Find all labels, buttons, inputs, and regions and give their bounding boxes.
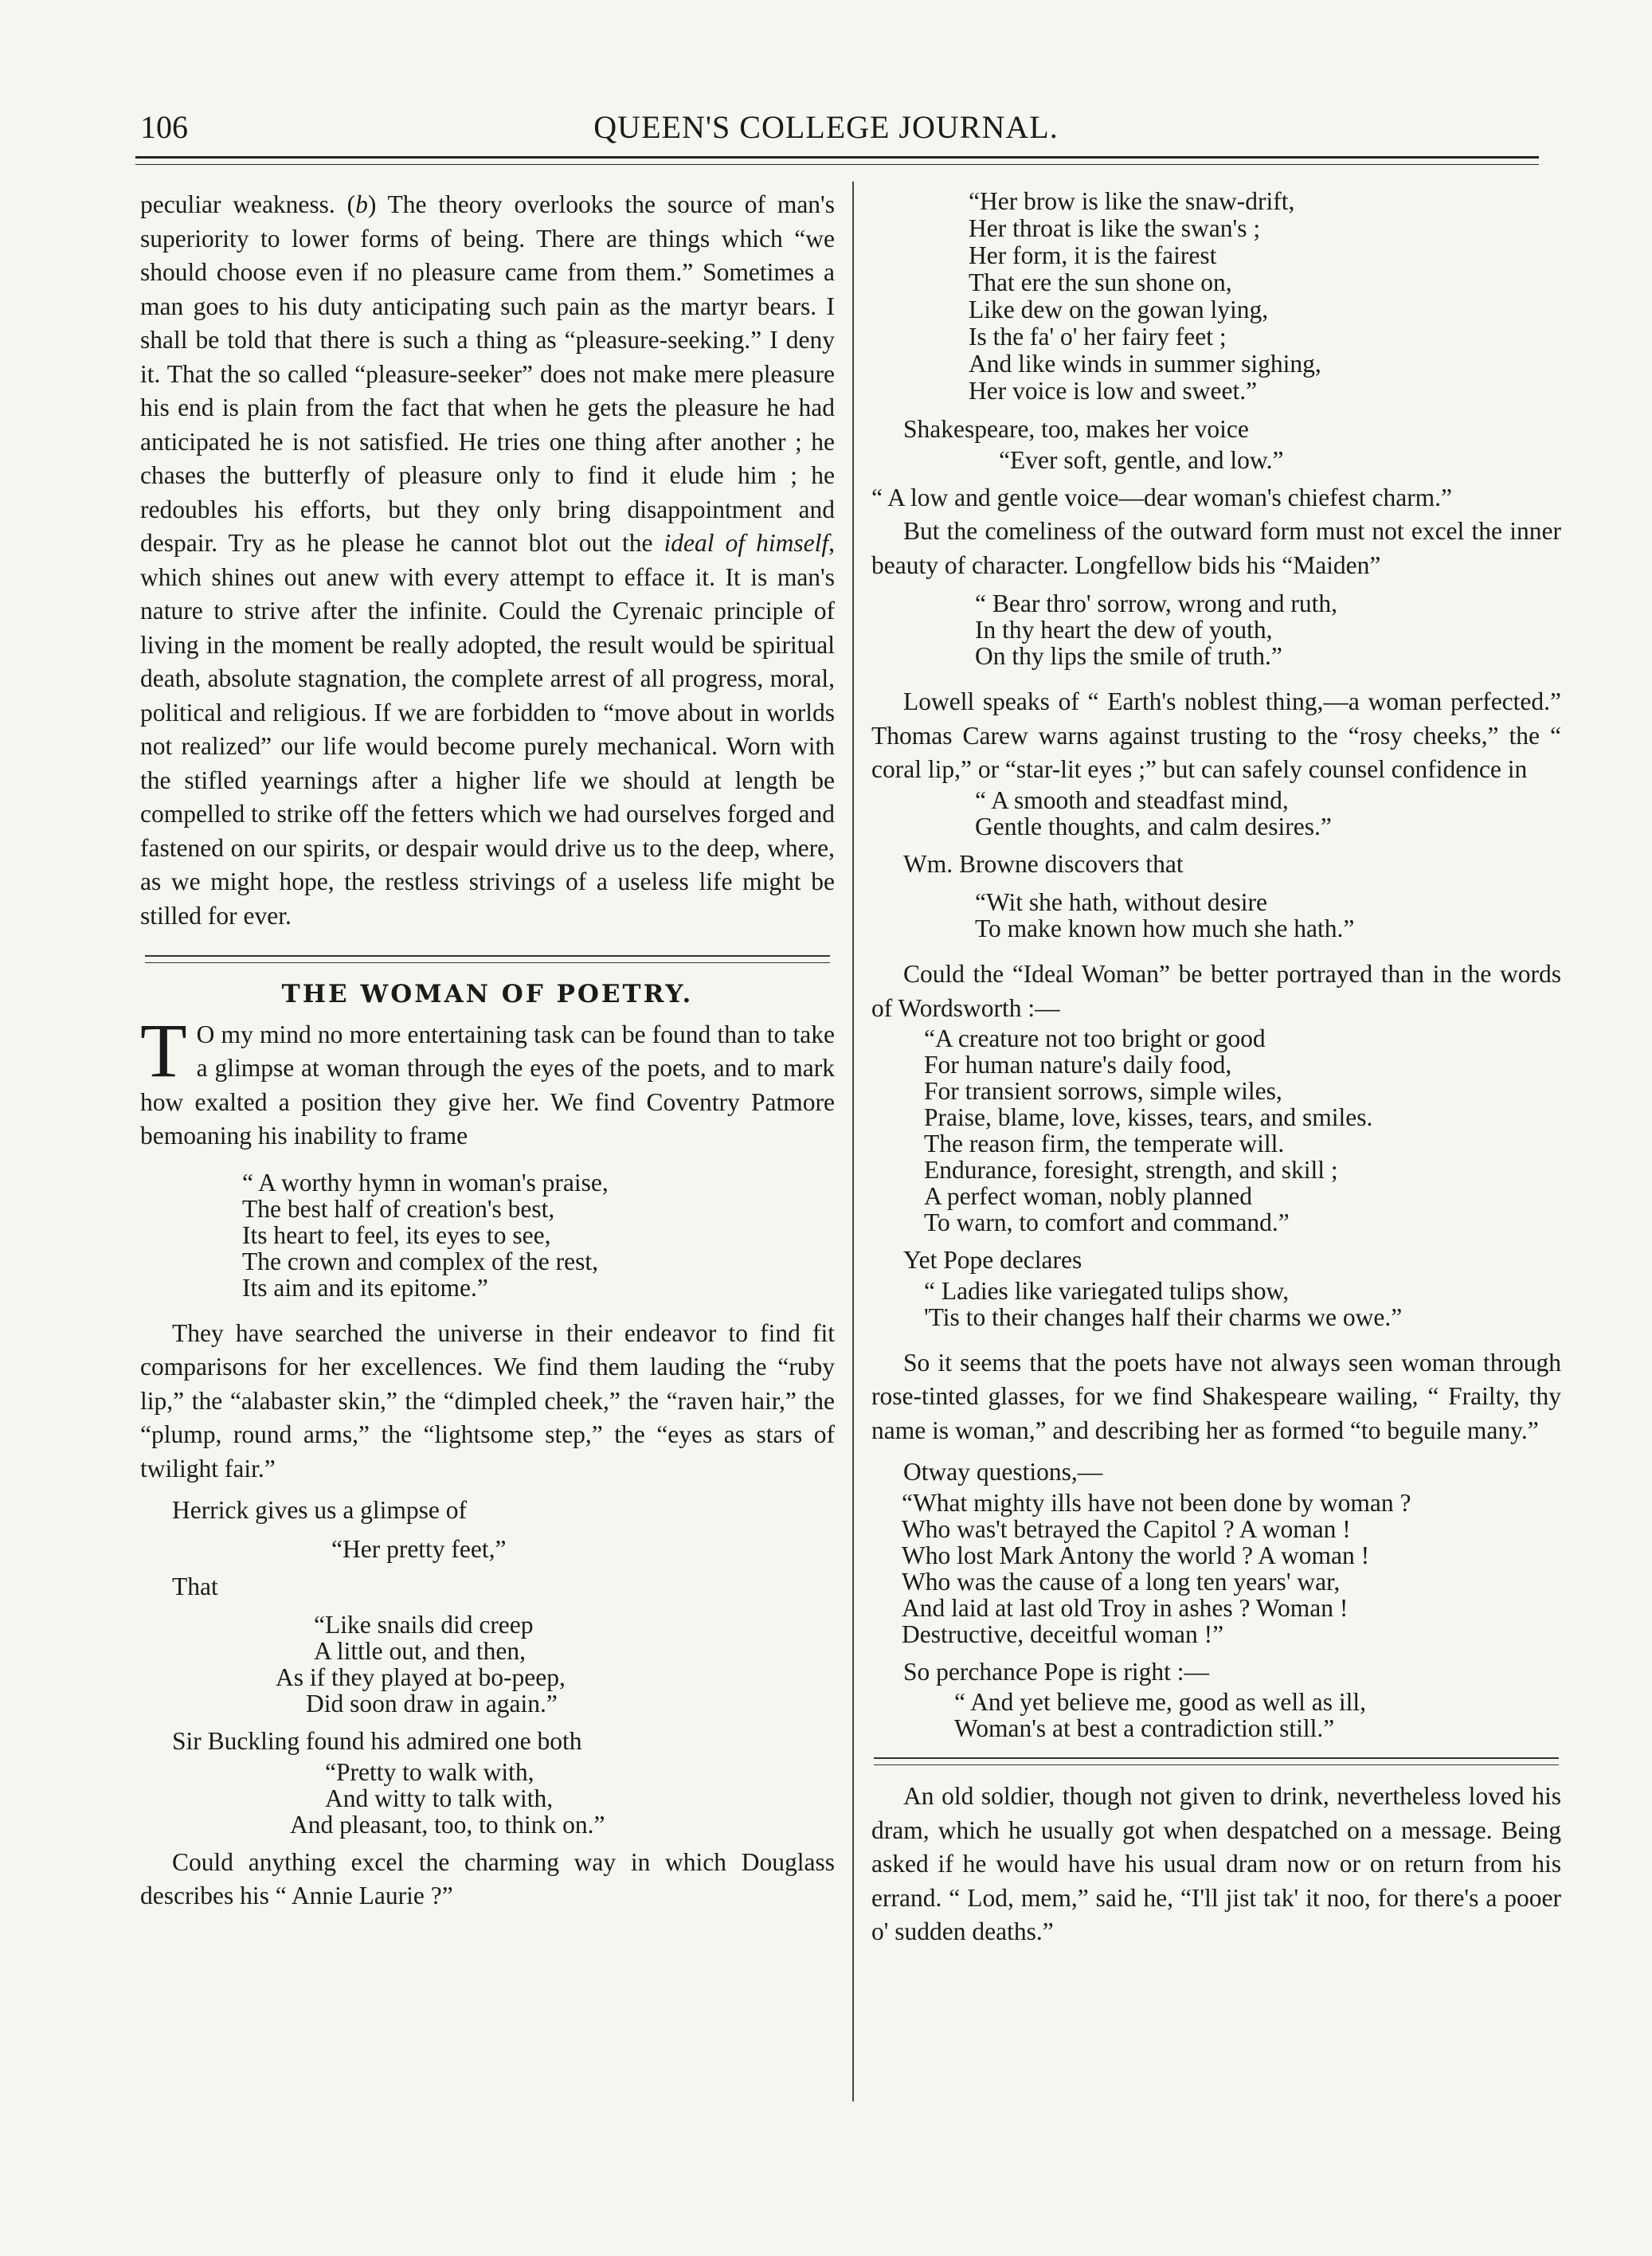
verse-buckling: “Pretty to walk with, And witty to talk with, And pleasant, too, to think on.” <box>290 1757 605 1839</box>
header-rule-thin <box>135 164 1539 165</box>
section-divider-right <box>874 1757 1559 1765</box>
that-line: That <box>172 1572 218 1600</box>
paragraph-rose-tinted: So it seems that the poets have not always seen woman through rose-tinted glasses, for we find Shakespeare wailing, “ Frailty, thy name is woman,” and describing her as formed “to beguile many.” <box>871 1348 1561 1444</box>
article-intro: T O my mind no more entertaining task can be found than to take a glimpse at woman through the eyes of the poets, and to mark how exalted a position they give her. We find Coventry Patmore bemoaning his inability to frame <box>140 1007 835 1150</box>
left-column <box>140 188 835 1913</box>
paragraph-could: Could anything excel the charming way in which Douglass describes his “ Annie Laurie ?” <box>140 1847 835 1909</box>
low-voice-line: “ A low and gentle voice—dear woman's chiefest charm.” <box>871 483 1453 511</box>
verse-wordsworth: “A creature not too bright or good For human nature's daily food, For transient sorrows, simple wiles, Praise, blame, love, kisses, tears, and smiles. The reason firm, the temperate will. Endurance, foresight, strength, and skill ; A perfect woman, nobly planned To warn, to comfort and command.” <box>924 1024 1373 1236</box>
verse-annie-laurie: “Her brow is like the snaw-drift, Her throat is like the swan's ; Her form, it is the fairest That ere the sun shone on, Like dew on the gowan lying, Is the fa' o' her fairy feet ; And like winds in summer sighing, Her voice is low and sweet.” <box>969 187 1321 405</box>
paragraph-continuation: peculiar weakness. (b) The theory overlooks the source of man's superiority to lower forms of being. There are things which “we should choose even if no pleasure came from them.” Sometimes a man goes to his duty anticipating such pain as the martyr bears. I shall be told that there is such a thing as “pleasure-seeking.” I deny it. That the so called “pleasure-seeker” does not make mere pleasure his end is plain from the fact that when he gets the pleasure he had anticipated he is not satisfied. He tries one thing after another ; he chases the butterfly of pleasure only to find it elude him ; he redoubles his efforts, but they only bring disappointment and despair. Try as he please he cannot blot out the ideal of himself, which shines out anew with every attempt to efface it. It is man's nature to strive after the infinite. Could the Cyrenaic principle of living in the moment be really adopted, the result would be spiritual death, absolute stagnation, the complete arrest of all progress, moral, political and religious. If we are forbidden to “move about in worlds not realized” our life would become purely mechanical. Worn with the stifled yearnings after a higher life we should at length be compelled to strike off the fetters which we had ourselves forged and fastened on our spirits, or despair would drive us to the deep, where, as we might hope, the restless strivings of a useless life might be stilled for ever. <box>140 190 836 930</box>
verse-browne: “Wit she hath, without desire To make known how much she hath.” <box>975 888 1355 942</box>
header-rule <box>135 156 1539 159</box>
right-column <box>871 188 1561 1949</box>
verse-carew: “ A smooth and steadfast mind, Gentle thoughts, and calm desires.” <box>975 785 1332 840</box>
running-head: QUEEN'S COLLEGE JOURNAL. <box>593 109 1059 145</box>
shakespeare-quote: “Ever soft, gentle, and low.” <box>999 445 1284 474</box>
verse-herrick: “Like snails did creep A little out, and then, As if they played at bo-peep, Did soon draw in again.” <box>276 1611 566 1717</box>
paragraph-lowell: Lowell speaks of “ Earth's noblest thing,—a woman perfected.” Thomas Carew warns against trusting to the “rosy cheeks,” the “ coral lip,” or “star-lit eyes ;” but can safely counsel confidence in <box>871 687 1561 783</box>
paragraph-search: They have searched the universe in their endeavor to find fit comparisons for her excellences. We find them lauding the “ruby lip,” the “alabaster skin,” the “dimpled cheek,” the “raven hair,” the “plump, round arms,” the “lightsome step,” the “eyes as stars of twilight fair.” <box>140 1318 835 1482</box>
verse-pope: “ Ladies like variegated tulips show, 'Tis to their changes half their charms we owe.” <box>924 1276 1403 1331</box>
verse-final: “ And yet believe me, good as well as ill, Woman's at best a contradiction still.” <box>954 1688 1366 1742</box>
verse-longfellow: “ Bear thro' sorrow, wrong and ruth, In thy heart the dew of youth, On thy lips the smile of truth.” <box>975 589 1338 670</box>
drop-cap: T <box>140 1007 187 1093</box>
verse-otway: “What mighty ills have not been done by woman ? Who was't betrayed the Capitol ? A woman ! Who lost Mark Antony the world ? A woman ! Who was the cause of a long ten years' war, And laid at last old Troy in ashes ? Woman ! Destructive, deceitful woman !” <box>902 1488 1411 1648</box>
shakespeare-intro: Shakespeare, too, makes her voice <box>903 415 1249 443</box>
paragraph-comeliness: But the comeliness of the outward form must not excel the inner beauty of character. Longfellow bids his “Maiden” <box>871 517 1561 579</box>
column-divider <box>852 182 854 2101</box>
paragraph-ideal: Could the “Ideal Woman” be better portrayed than in the words of Wordsworth :— <box>871 960 1561 1022</box>
otway-intro: Otway questions,— <box>903 1458 1103 1486</box>
buckling-intro: Sir Buckling found his admired one both <box>172 1727 582 1755</box>
herrick-intro: Herrick gives us a glimpse of <box>172 1496 468 1524</box>
herrick-quote: “Her pretty feet,” <box>331 1534 507 1563</box>
section-divider <box>145 955 830 963</box>
browne-intro: Wm. Browne discovers that <box>903 849 1184 878</box>
pope-intro: Yet Pope declares <box>903 1246 1082 1274</box>
paragraph-soldier: An old soldier, though not given to drink, nevertheless loved his dram, which he usually got when despatched on a message. Being asked if he would have his usual dram now or on return from his errand. “ Lod, mem,” said he, “I'll jist tak' it noo, for there's a pooer o' sudden deaths.” <box>871 1782 1561 1945</box>
verse-patmore: “ A worthy hymn in woman's praise, The best half of creation's best, Its heart to feel, its eyes to see, The crown and complex of the rest, Its aim and its epitome.” <box>242 1168 609 1302</box>
page-number: 106 <box>140 109 188 145</box>
perchance-line: So perchance Pope is right :— <box>903 1657 1210 1686</box>
article-title: THE WOMAN OF POETRY. <box>281 980 694 1009</box>
